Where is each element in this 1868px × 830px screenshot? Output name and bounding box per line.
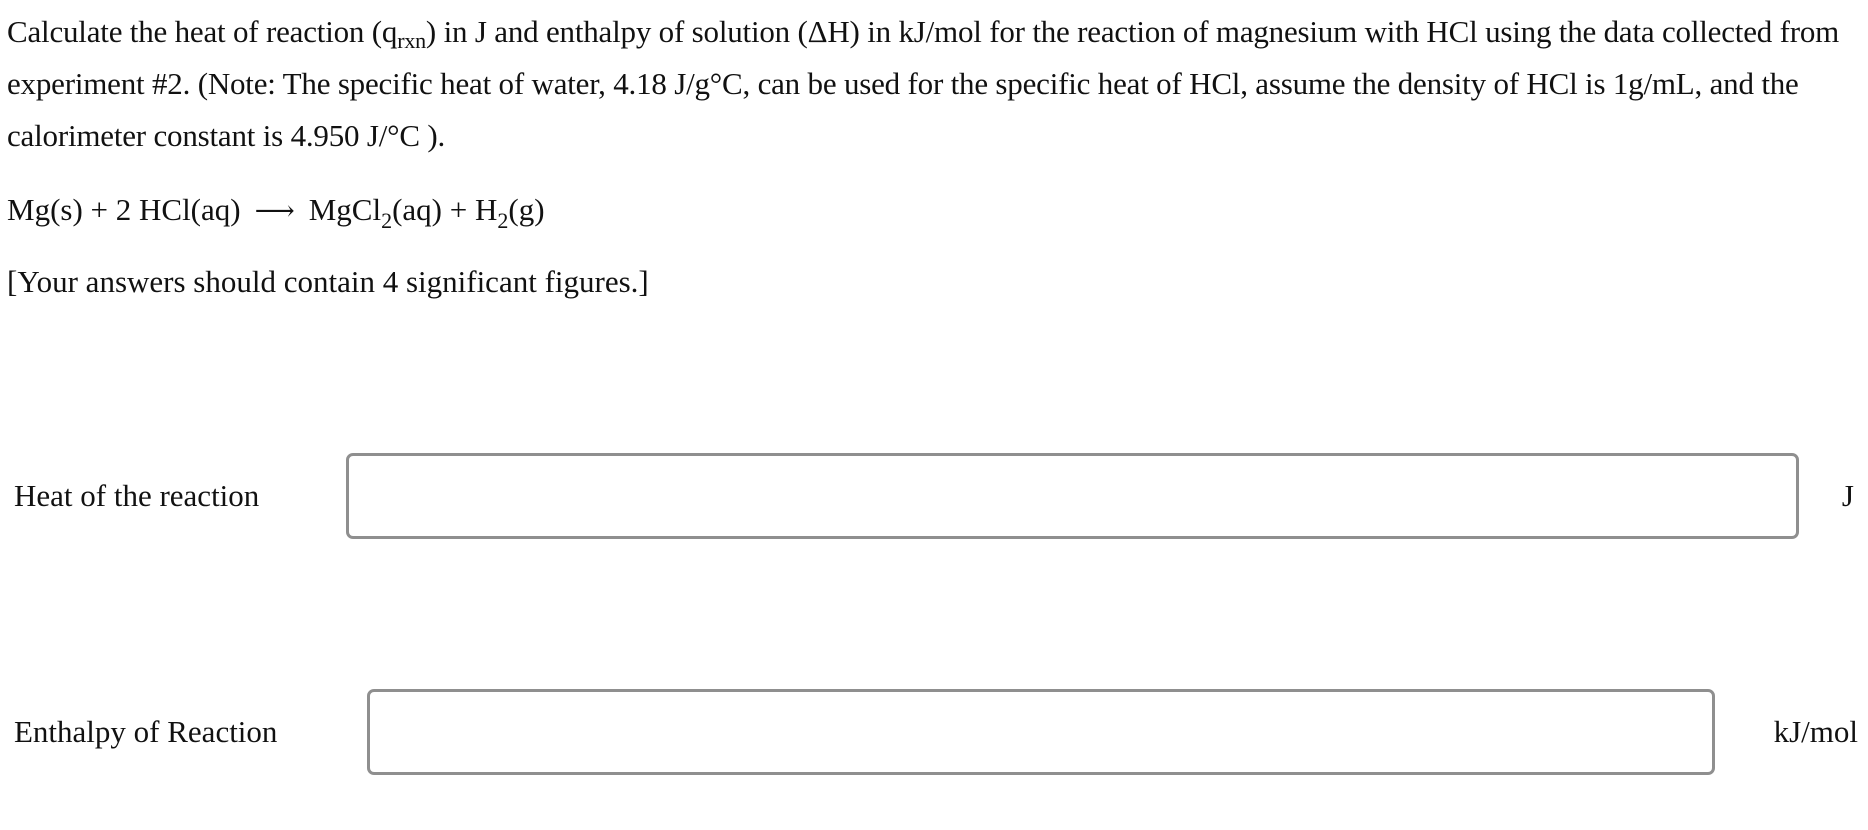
reaction-arrow-icon: ⟶ (254, 196, 295, 227)
question-paragraph (7, 6, 1857, 162)
equation-product-2-state: (g) (508, 192, 545, 227)
heat-of-reaction-input[interactable] (346, 453, 1799, 539)
enthalpy-of-reaction-unit: kJ/mol (1773, 714, 1858, 749)
enthalpy-of-reaction-label: Enthalpy of Reaction (14, 714, 278, 749)
heat-of-reaction-row (0, 453, 1868, 539)
chemical-equation (7, 184, 545, 238)
equation-product-1-sub: 2 (381, 208, 393, 233)
question-part-1: Calculate the heat of reaction (q (7, 14, 398, 49)
question-part-2: ) in J and enthalpy of solution (ΔH) in kJ/mol for the reaction of magnesium with HCl using the data collected from experiment #2. (Note: The specific heat of water, 4.18 J/g°C, can be used for the specific heat of HCl, assume the density of HCl is 1g/mL, and the calorimeter constant is 4.950 J/°C ). (7, 14, 1840, 153)
equation-reactants: Mg(s) + 2 HCl(aq) (7, 192, 241, 227)
question-text (7, 6, 1857, 162)
enthalpy-of-reaction-input[interactable] (367, 689, 1715, 775)
heat-of-reaction-label: Heat of the reaction (14, 478, 260, 513)
equation-product-1-state: (aq) + H (392, 192, 498, 227)
equation-product-1: MgCl (308, 192, 382, 227)
instructions-text: [Your answers should contain 4 significant figures.] (7, 264, 649, 299)
question-subscript: rxn (397, 28, 426, 53)
equation-product-2-sub: 2 (497, 208, 509, 233)
enthalpy-of-reaction-row (0, 689, 1868, 775)
heat-of-reaction-unit: J (1841, 478, 1854, 513)
